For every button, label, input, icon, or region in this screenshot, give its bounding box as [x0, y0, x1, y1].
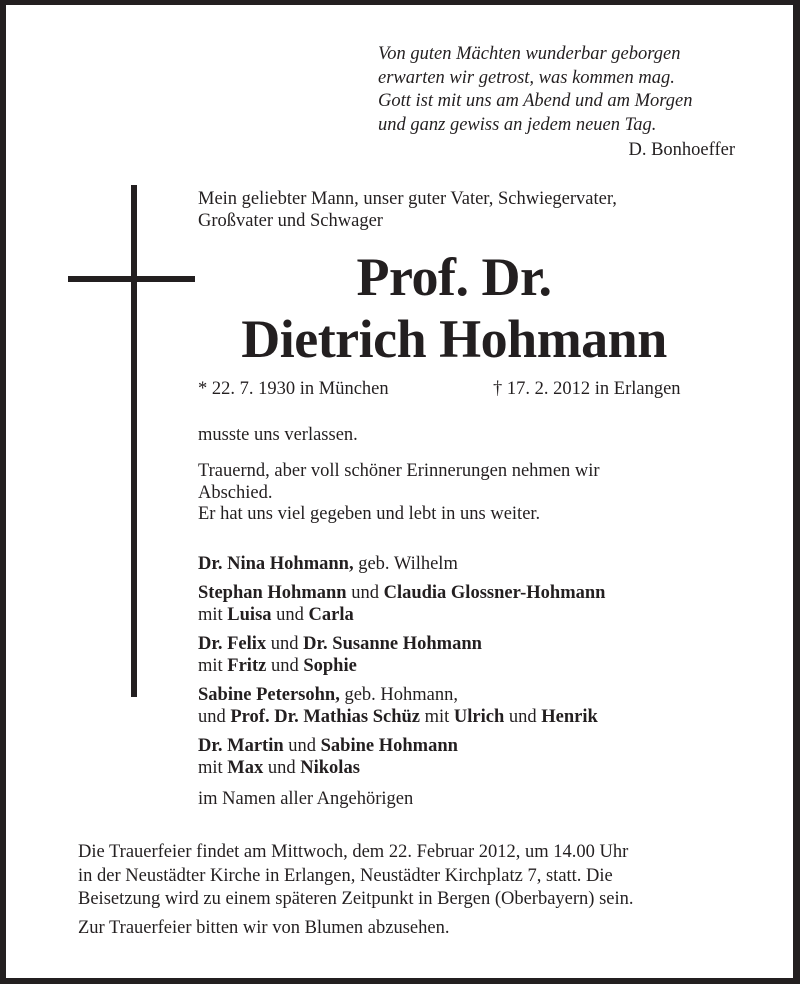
family-entry: Dr. Nina Hohmann, geb. Wilhelm	[198, 554, 458, 574]
family-entry: Dr. Martin und Sabine Hohmann mit Max und Nikolas	[198, 736, 458, 778]
intro-line: Großvater und Schwager	[198, 211, 383, 231]
intro-line: Mein geliebter Mann, unser guter Vater, Schwiegervater,	[198, 189, 617, 209]
family-entry: Dr. Felix und Dr. Susanne Hohmann mit Fritz und Sophie	[198, 634, 482, 676]
quote-line: Gott ist mit uns am Abend und am Morgen	[378, 91, 693, 111]
quote-line: und ganz gewiss an jedem neuen Tag.	[378, 114, 657, 135]
family-entry: Sabine Petersohn, geb. Hohmann, und Prof. Dr. Mathias Schüz mit Ulrich und Henrik	[198, 685, 598, 727]
cross-vertical-bar	[131, 185, 137, 697]
intro-text	[198, 188, 617, 232]
obituary-notice	[6, 5, 793, 978]
bonhoeffer-quote	[378, 43, 738, 160]
birth-date: * 22. 7. 1930 in München	[198, 379, 389, 399]
footer-line: Beisetzung wird zu einem späteren Zeitpunkt in Bergen (Oberbayern) sein.	[78, 889, 634, 909]
cross-horizontal-bar	[68, 276, 195, 282]
grief-line: Trauernd, aber voll schöner Erinnerungen nehmen wir	[198, 461, 600, 481]
family-entry: Stephan Hohmann und Claudia Glossner-Hohmann mit Luisa und Carla	[198, 583, 606, 625]
flowers-note: Zur Trauerfeier bitten wir von Blumen abzusehen.	[78, 918, 450, 938]
quote-author: D. Bonhoeffer	[628, 140, 735, 160]
footer-line: in der Neustädter Kirche in Erlangen, Neustädter Kirchplatz 7, statt. Die	[78, 865, 613, 886]
death-date: † 17. 2. 2012 in Erlangen	[493, 379, 681, 399]
quote-line: erwarten wir getrost, was kommen mag.	[378, 67, 675, 88]
funeral-details	[78, 841, 634, 912]
grief-text	[198, 461, 600, 526]
deceased-title: Prof. Dr.	[356, 247, 552, 307]
deceased-name: Dietrich Hohmann	[241, 309, 667, 369]
grief-line: Abschied.	[198, 482, 273, 503]
left-us-text: musste uns verlassen.	[198, 425, 358, 445]
quote-line: Von guten Mächten wunderbar geborgen	[378, 44, 681, 64]
grief-line: Er hat uns viel gegeben und lebt in uns weiter.	[198, 504, 541, 524]
family-closing: im Namen aller Angehörigen	[198, 789, 414, 809]
footer-line: Die Trauerfeier findet am Mittwoch, dem 22. Februar 2012, um 14.00 Uhr	[78, 842, 629, 862]
